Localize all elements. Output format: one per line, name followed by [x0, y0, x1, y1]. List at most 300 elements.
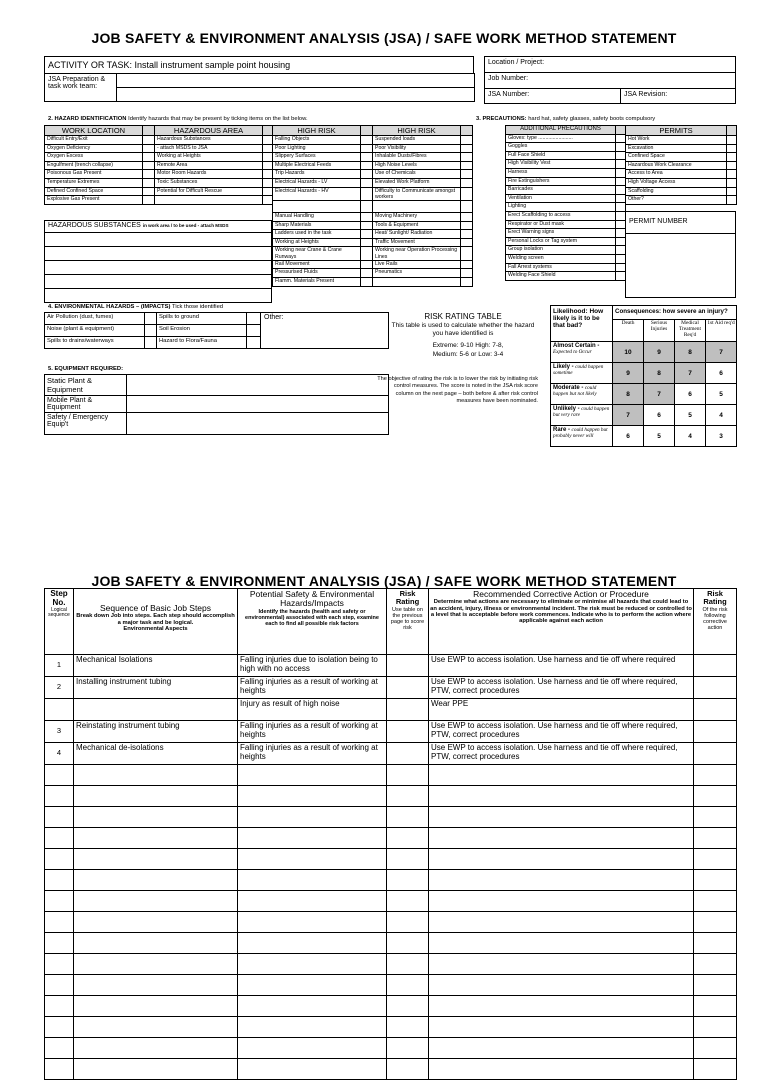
- high-risk-item: [373, 201, 461, 213]
- job-step[interactable]: [74, 975, 238, 996]
- corrective-action[interactable]: [429, 1059, 694, 1080]
- high-risk-header-2: HIGH RISK: [373, 126, 461, 136]
- table-row: [45, 655, 737, 677]
- likelihood-description: Expected to Occur: [553, 349, 592, 355]
- step-number[interactable]: [45, 786, 74, 807]
- precaution-checkbox[interactable]: [616, 211, 626, 220]
- additional-precautions-header: ADDITIONAL PRECAUTIONS: [506, 126, 616, 135]
- consequence-column-header: Death: [613, 320, 644, 342]
- job-step[interactable]: [74, 954, 238, 975]
- hazardous-area-header: HAZARDOUS AREA: [155, 126, 263, 136]
- corrective-action[interactable]: [429, 807, 694, 828]
- risk-score-after[interactable]: [694, 912, 737, 933]
- step-number[interactable]: [45, 1059, 74, 1080]
- hazard[interactable]: [238, 1038, 387, 1059]
- high-risk-item: [273, 201, 361, 213]
- likelihood-cell: [551, 405, 613, 426]
- high-risk-checkbox[interactable]: [361, 161, 373, 170]
- work-location-item: Explosive Gas Present: [45, 196, 143, 205]
- work-location-item: Engulfment (trench collapse): [45, 161, 143, 170]
- jsa-revision-label: JSA Revision:: [621, 89, 736, 104]
- corrective-action[interactable]: [429, 996, 694, 1017]
- likelihood-cell: [551, 363, 613, 384]
- precaution-checkbox[interactable]: [616, 177, 626, 186]
- corrective-action[interactable]: [429, 933, 694, 954]
- section5-title: 5. EQUIPMENT REQUIRED:: [48, 366, 124, 372]
- step-number[interactable]: [45, 870, 74, 891]
- high-risk-checkbox[interactable]: [461, 170, 473, 179]
- env-item: Noise (plant & equipment): [45, 325, 145, 337]
- equipment-label: Static Plant & Equipment: [45, 375, 127, 396]
- high-risk-checkbox[interactable]: [361, 269, 373, 278]
- job-step[interactable]: [74, 933, 238, 954]
- risk-score[interactable]: [387, 1017, 429, 1038]
- permit-checkbox[interactable]: [727, 144, 737, 153]
- risk-score[interactable]: [387, 996, 429, 1017]
- permit-checkbox[interactable]: [727, 178, 737, 187]
- hazardous-area-checkbox[interactable]: [263, 178, 273, 187]
- env-checkbox[interactable]: [145, 337, 157, 349]
- hazardous-area-checkbox[interactable]: [263, 196, 273, 205]
- job-step[interactable]: [74, 765, 238, 786]
- high-risk-checkbox[interactable]: [461, 260, 473, 269]
- step-number[interactable]: [45, 996, 74, 1017]
- precaution-checkbox[interactable]: [616, 237, 626, 246]
- hazardous-substances-line[interactable]: [45, 261, 272, 275]
- job-step[interactable]: [74, 828, 238, 849]
- hazard: Falling injuries as a result of working at heights: [238, 677, 387, 699]
- corrective-action[interactable]: [429, 912, 694, 933]
- risk-score-after[interactable]: [694, 1038, 737, 1059]
- risk-score-after: [694, 743, 737, 765]
- work-location-checkbox[interactable]: [143, 170, 155, 179]
- corrective-action[interactable]: [429, 828, 694, 849]
- section3-heading: [476, 116, 655, 122]
- corrective-action[interactable]: [429, 870, 694, 891]
- risk-score[interactable]: [387, 849, 429, 870]
- prep-box: [44, 73, 475, 102]
- hazard[interactable]: [238, 954, 387, 975]
- hazard[interactable]: [238, 996, 387, 1017]
- high-risk-checkbox[interactable]: [461, 153, 473, 162]
- permit-item: Other?: [626, 196, 727, 205]
- risk-score[interactable]: [387, 912, 429, 933]
- equipment-field[interactable]: [127, 375, 389, 396]
- hazard[interactable]: [238, 786, 387, 807]
- step-number[interactable]: [45, 933, 74, 954]
- table-row: [45, 849, 737, 870]
- high-risk-table: [272, 125, 473, 287]
- risk-score-cell: 6: [613, 426, 644, 447]
- risk-score[interactable]: [387, 1059, 429, 1080]
- risk-rating-header: Risk Rating Use table on the previous page to score risk: [387, 589, 429, 655]
- hazard[interactable]: [238, 849, 387, 870]
- job-step[interactable]: [74, 1059, 238, 1080]
- corrective-action[interactable]: [429, 891, 694, 912]
- hazardous-area-checkbox[interactable]: [263, 153, 273, 162]
- risk-score-after[interactable]: [694, 954, 737, 975]
- job-step: Installing instrument tubing: [74, 677, 238, 699]
- step-number: 4: [45, 743, 74, 765]
- risk-score-cell: 6: [706, 363, 737, 384]
- risk-score-after[interactable]: [694, 765, 737, 786]
- high-risk-checkbox[interactable]: [461, 178, 473, 187]
- env-checkbox[interactable]: [247, 325, 261, 337]
- risk-score[interactable]: [387, 828, 429, 849]
- high-risk-checkbox[interactable]: [461, 161, 473, 170]
- hazard[interactable]: [238, 975, 387, 996]
- risk-score-cell: 6: [675, 384, 706, 405]
- activity-box: [44, 56, 474, 74]
- job-step: Mechanical de-isolations: [74, 743, 238, 765]
- precaution-checkbox[interactable]: [616, 194, 626, 203]
- precaution-checkbox[interactable]: [616, 263, 626, 272]
- step-number[interactable]: [45, 891, 74, 912]
- equipment-field[interactable]: [127, 396, 389, 413]
- high-risk-checkbox[interactable]: [361, 221, 373, 230]
- risk-table-text: This table is used to calculate whether the hazard you have identified is: [391, 322, 535, 338]
- equipment-field[interactable]: [127, 413, 389, 435]
- hazardous-area-checkbox[interactable]: [263, 144, 273, 153]
- likelihood-cell: [551, 426, 613, 447]
- high-risk-checkbox[interactable]: [361, 178, 373, 187]
- jsa-number-label: JSA Number:: [485, 89, 621, 104]
- environmental-hazards-table: [44, 312, 389, 349]
- step-number[interactable]: [45, 849, 74, 870]
- high-risk-item: Trip Hazards: [273, 170, 361, 179]
- risk-score-after[interactable]: [694, 870, 737, 891]
- job-step[interactable]: [74, 1017, 238, 1038]
- likelihood-label: Unlikely -: [553, 406, 580, 412]
- risk-score-after: [694, 655, 737, 677]
- risk-score-cell: 7: [706, 342, 737, 363]
- env-other-label: Other:: [261, 313, 389, 349]
- permit-checkbox[interactable]: [727, 196, 737, 205]
- high-risk-checkbox[interactable]: [361, 238, 373, 247]
- risk-score-cell: 4: [675, 426, 706, 447]
- page2-title: JOB SAFETY & ENVIRONMENT ANALYSIS (JSA) / SAFE WORK METHOD STATEMENT: [91, 573, 677, 589]
- env-checkbox[interactable]: [247, 337, 261, 349]
- high-risk-checkbox[interactable]: [461, 144, 473, 153]
- high-risk-item: Moving Machinery: [373, 213, 461, 222]
- high-risk-checkbox[interactable]: [461, 269, 473, 278]
- job-step: [74, 699, 238, 721]
- work-location-checkbox[interactable]: [143, 144, 155, 153]
- permit-checkbox[interactable]: [727, 153, 737, 162]
- risk-score-after[interactable]: [694, 807, 737, 828]
- precaution-checkbox[interactable]: [616, 220, 626, 229]
- risk-score: [387, 677, 429, 699]
- likelihood-row: [551, 426, 737, 447]
- high-risk-item: Poor Visibility: [373, 144, 461, 153]
- corrective-action[interactable]: [429, 1017, 694, 1038]
- env-item: Spills to ground: [157, 313, 247, 325]
- permit-number-field[interactable]: [626, 234, 736, 298]
- table-row: [45, 807, 737, 828]
- high-risk-item: Flamm. Materials Present: [273, 278, 361, 287]
- corrective-action[interactable]: [429, 954, 694, 975]
- risk-levels-2: Medium: 5-6 or Low: 3-4: [432, 351, 504, 358]
- high-risk-checkbox[interactable]: [461, 278, 473, 287]
- high-risk-checkbox[interactable]: [461, 230, 473, 239]
- risk-score-after[interactable]: [694, 849, 737, 870]
- likelihood-label: Moderate -: [553, 385, 584, 391]
- section4-heading: [48, 304, 223, 310]
- hazard: Falling injuries as a result of working at heights: [238, 743, 387, 765]
- env-checkbox[interactable]: [247, 313, 261, 325]
- hazardous-area-item: - attach MSDS to JSA: [155, 144, 263, 153]
- high-risk-checkbox[interactable]: [461, 136, 473, 145]
- precaution-item: Welding screen: [506, 254, 616, 263]
- precaution-checkbox[interactable]: [616, 203, 626, 212]
- hazard[interactable]: [238, 1059, 387, 1080]
- high-risk-item: Difficulty to Communicate amongst workers: [373, 187, 461, 200]
- hazardous-substances-line[interactable]: [45, 289, 272, 303]
- work-location-checkbox[interactable]: [143, 178, 155, 187]
- risk-score[interactable]: [387, 975, 429, 996]
- work-location-checkbox[interactable]: [143, 161, 155, 170]
- high-risk-checkbox[interactable]: [361, 187, 373, 200]
- step-number[interactable]: [45, 975, 74, 996]
- precaution-item: Full Face Shield: [506, 151, 616, 160]
- hazard[interactable]: [238, 1017, 387, 1038]
- likelihood-row: [551, 384, 737, 405]
- hazardous-substances-label: HAZARDOUS SUBSTANCES: [48, 222, 141, 229]
- high-risk-checkbox[interactable]: [361, 170, 373, 179]
- high-risk-item: Pneumatics: [373, 269, 461, 278]
- corrective-action: Use EWP to access isolation. Use harness and tie off where required, PTW, correct procedures: [429, 677, 694, 699]
- risk-table-title: RISK RATING TABLE: [424, 312, 502, 321]
- risk-score-cell: 7: [644, 384, 675, 405]
- high-risk-checkbox[interactable]: [361, 144, 373, 153]
- corrective-action[interactable]: [429, 765, 694, 786]
- permit-checkbox[interactable]: [727, 170, 737, 179]
- table-row: [45, 996, 737, 1017]
- table-row: [45, 721, 737, 743]
- section2-desc: Identify hazards that may be present by ticking items on the list below.: [128, 116, 308, 122]
- job-step[interactable]: [74, 912, 238, 933]
- precaution-item: Erect Warning signs: [506, 229, 616, 238]
- table-row: [45, 743, 737, 765]
- risk-score: [387, 721, 429, 743]
- high-risk-item: Elevated Work Platform: [373, 178, 461, 187]
- job-number-label: Job Number:: [485, 73, 736, 89]
- precaution-item: Fall Arrest systems: [506, 263, 616, 272]
- precaution-checkbox[interactable]: [616, 246, 626, 255]
- env-checkbox[interactable]: [145, 325, 157, 337]
- step-number[interactable]: [45, 1017, 74, 1038]
- job-steps-table: [44, 588, 737, 1080]
- high-risk-checkbox[interactable]: [461, 187, 473, 200]
- risk-levels: Extreme: 9-10 High: 7-8,: [432, 342, 504, 349]
- permit-number-box: [625, 211, 736, 298]
- job-step[interactable]: [74, 996, 238, 1017]
- corrective-action-header: Recommended Corrective Action or Procedure Determine what actions are necessary to eliminate or minimise all hazards that could lead to an accident, injury, illness or environmental incident. The risk must be reduced or controlled to a level that is acceptable before work commences. Indicate who is to perform the action where applicable against each action: [429, 589, 694, 655]
- high-risk-checkbox[interactable]: [361, 278, 373, 287]
- hazardous-area-checkbox[interactable]: [263, 161, 273, 170]
- env-item: Spills to drains/waterways: [45, 337, 145, 349]
- hazard[interactable]: [238, 765, 387, 786]
- hazardous-area-checkbox[interactable]: [263, 136, 273, 145]
- step-number[interactable]: [45, 1038, 74, 1059]
- high-risk-checkbox[interactable]: [361, 136, 373, 145]
- corrective-action[interactable]: [429, 849, 694, 870]
- precaution-item: High Visibility Vest: [506, 160, 616, 169]
- corrective-action: Wear PPE: [429, 699, 694, 721]
- env-item: Air Pollution (dust, fumes): [45, 313, 145, 325]
- risk-score-after[interactable]: [694, 933, 737, 954]
- risk-score-after[interactable]: [694, 996, 737, 1017]
- risk-score-after[interactable]: [694, 786, 737, 807]
- high-risk-header-1: HIGH RISK: [273, 126, 361, 136]
- high-risk-item: Working near Crane & Crane Runways: [273, 247, 361, 260]
- risk-score[interactable]: [387, 933, 429, 954]
- job-step[interactable]: [74, 870, 238, 891]
- hazardous-area-checkbox[interactable]: [263, 187, 273, 196]
- risk-score-after[interactable]: [694, 1017, 737, 1038]
- high-risk-checkbox[interactable]: [461, 213, 473, 222]
- risk-score-after[interactable]: [694, 828, 737, 849]
- high-risk-checkbox[interactable]: [461, 238, 473, 247]
- step-number[interactable]: [45, 912, 74, 933]
- precaution-item: Group isolation: [506, 246, 616, 255]
- step-number[interactable]: [45, 807, 74, 828]
- permit-item: High Voltage Access: [626, 178, 727, 187]
- precaution-checkbox[interactable]: [616, 143, 626, 152]
- corrective-action[interactable]: [429, 786, 694, 807]
- table-row: [45, 1017, 737, 1038]
- hazard[interactable]: [238, 891, 387, 912]
- job-step[interactable]: [74, 849, 238, 870]
- job-step[interactable]: [74, 1038, 238, 1059]
- work-location-checkbox[interactable]: [143, 136, 155, 145]
- high-risk-checkbox[interactable]: [361, 230, 373, 239]
- high-risk-item: [373, 278, 461, 287]
- likelihood-description: could happen but not likely: [553, 385, 597, 397]
- hazardous-substances-line[interactable]: [45, 247, 272, 261]
- risk-score-after[interactable]: [694, 1059, 737, 1080]
- high-risk-checkbox[interactable]: [361, 201, 373, 213]
- high-risk-checkbox[interactable]: [361, 213, 373, 222]
- work-location-item: Oxygen Excess: [45, 153, 143, 162]
- hazardous-area-checkbox[interactable]: [263, 170, 273, 179]
- precaution-checkbox[interactable]: [616, 272, 626, 281]
- table-row: [45, 677, 737, 699]
- high-risk-item: Suspended loads: [373, 136, 461, 145]
- high-risk-checkbox[interactable]: [461, 201, 473, 213]
- precaution-checkbox[interactable]: [616, 168, 626, 177]
- high-risk-item: Traffic Movement: [373, 238, 461, 247]
- risk-score[interactable]: [387, 870, 429, 891]
- equipment-table: [44, 374, 389, 435]
- high-risk-checkbox[interactable]: [461, 221, 473, 230]
- permit-checkbox[interactable]: [727, 187, 737, 196]
- corrective-action[interactable]: [429, 1038, 694, 1059]
- precaution-checkbox[interactable]: [616, 229, 626, 238]
- precaution-checkbox[interactable]: [616, 160, 626, 169]
- hazard[interactable]: [238, 807, 387, 828]
- table-row: [45, 699, 737, 721]
- likelihood-label: Likelihood: How likely is it to be that bad?: [551, 306, 613, 342]
- risk-score-cell: 9: [613, 363, 644, 384]
- consequence-column-header: Medical Treatment Req'd: [675, 320, 706, 342]
- job-step[interactable]: [74, 891, 238, 912]
- prep-value-cell[interactable]: [117, 74, 475, 102]
- job-step[interactable]: [74, 786, 238, 807]
- risk-score[interactable]: [387, 765, 429, 786]
- risk-score-after[interactable]: [694, 975, 737, 996]
- high-risk-checkbox[interactable]: [361, 153, 373, 162]
- risk-score[interactable]: [387, 954, 429, 975]
- location-label: Location / Project:: [485, 57, 736, 73]
- precaution-checkbox[interactable]: [616, 186, 626, 195]
- high-risk-item: Electrical Hazards - HV: [273, 187, 361, 200]
- permit-item: Hazardous Work Clearance: [626, 161, 727, 170]
- step-number: 1: [45, 655, 74, 677]
- precaution-checkbox[interactable]: [616, 254, 626, 263]
- high-risk-checkbox[interactable]: [461, 247, 473, 260]
- risk-rating-after-header: Risk Rating Of the risk following corrective action: [694, 589, 737, 655]
- table-row: [45, 912, 737, 933]
- hazard[interactable]: [238, 828, 387, 849]
- step-number[interactable]: [45, 954, 74, 975]
- step-number[interactable]: [45, 765, 74, 786]
- hazardous-area-item: Hazardous Substances: [155, 136, 263, 145]
- hazardous-substances-line[interactable]: [45, 233, 272, 247]
- permit-item: Scaffolding: [626, 187, 727, 196]
- risk-score[interactable]: [387, 891, 429, 912]
- hazardous-substances-box: [44, 220, 272, 303]
- permit-checkbox[interactable]: [727, 136, 737, 145]
- high-risk-item: Manual Handling: [273, 213, 361, 222]
- corrective-action[interactable]: [429, 975, 694, 996]
- precaution-item: Ventilation: [506, 194, 616, 203]
- high-risk-item: Heat/ Sunlight/ Radiation: [373, 230, 461, 239]
- hazard[interactable]: [238, 912, 387, 933]
- high-risk-item: Inhalable Dusts/Fibres: [373, 153, 461, 162]
- risk-score[interactable]: [387, 1038, 429, 1059]
- hazardous-substances-line[interactable]: [45, 275, 272, 289]
- risk-score-cell: 5: [675, 405, 706, 426]
- risk-score-cell: 8: [613, 384, 644, 405]
- hazard[interactable]: [238, 933, 387, 954]
- work-location-item: Poisonous Gas Present: [45, 170, 143, 179]
- step-number[interactable]: [45, 828, 74, 849]
- high-risk-item: High Noise Levels: [373, 161, 461, 170]
- work-location-item: Oxygen Deficiency: [45, 144, 143, 153]
- risk-score[interactable]: [387, 807, 429, 828]
- env-checkbox[interactable]: [145, 313, 157, 325]
- work-location-checkbox[interactable]: [143, 153, 155, 162]
- high-risk-checkbox[interactable]: [361, 260, 373, 269]
- risk-score[interactable]: [387, 786, 429, 807]
- job-step[interactable]: [74, 807, 238, 828]
- hazard[interactable]: [238, 870, 387, 891]
- work-location-checkbox[interactable]: [143, 196, 155, 205]
- section3-desc: hard hat, safety glasses, safety boots compulsory: [528, 116, 656, 122]
- table-row: [45, 786, 737, 807]
- work-location-checkbox[interactable]: [143, 187, 155, 196]
- high-risk-checkbox[interactable]: [361, 247, 373, 260]
- precaution-checkbox[interactable]: [616, 134, 626, 143]
- risk-score-after[interactable]: [694, 891, 737, 912]
- consequences-label: Consequences: how severe an injury?: [613, 306, 737, 320]
- high-risk-item: Working at Heights: [273, 238, 361, 247]
- high-risk-item: Live Rails: [373, 260, 461, 269]
- permit-checkbox[interactable]: [727, 161, 737, 170]
- table-row: [45, 891, 737, 912]
- precaution-checkbox[interactable]: [616, 151, 626, 160]
